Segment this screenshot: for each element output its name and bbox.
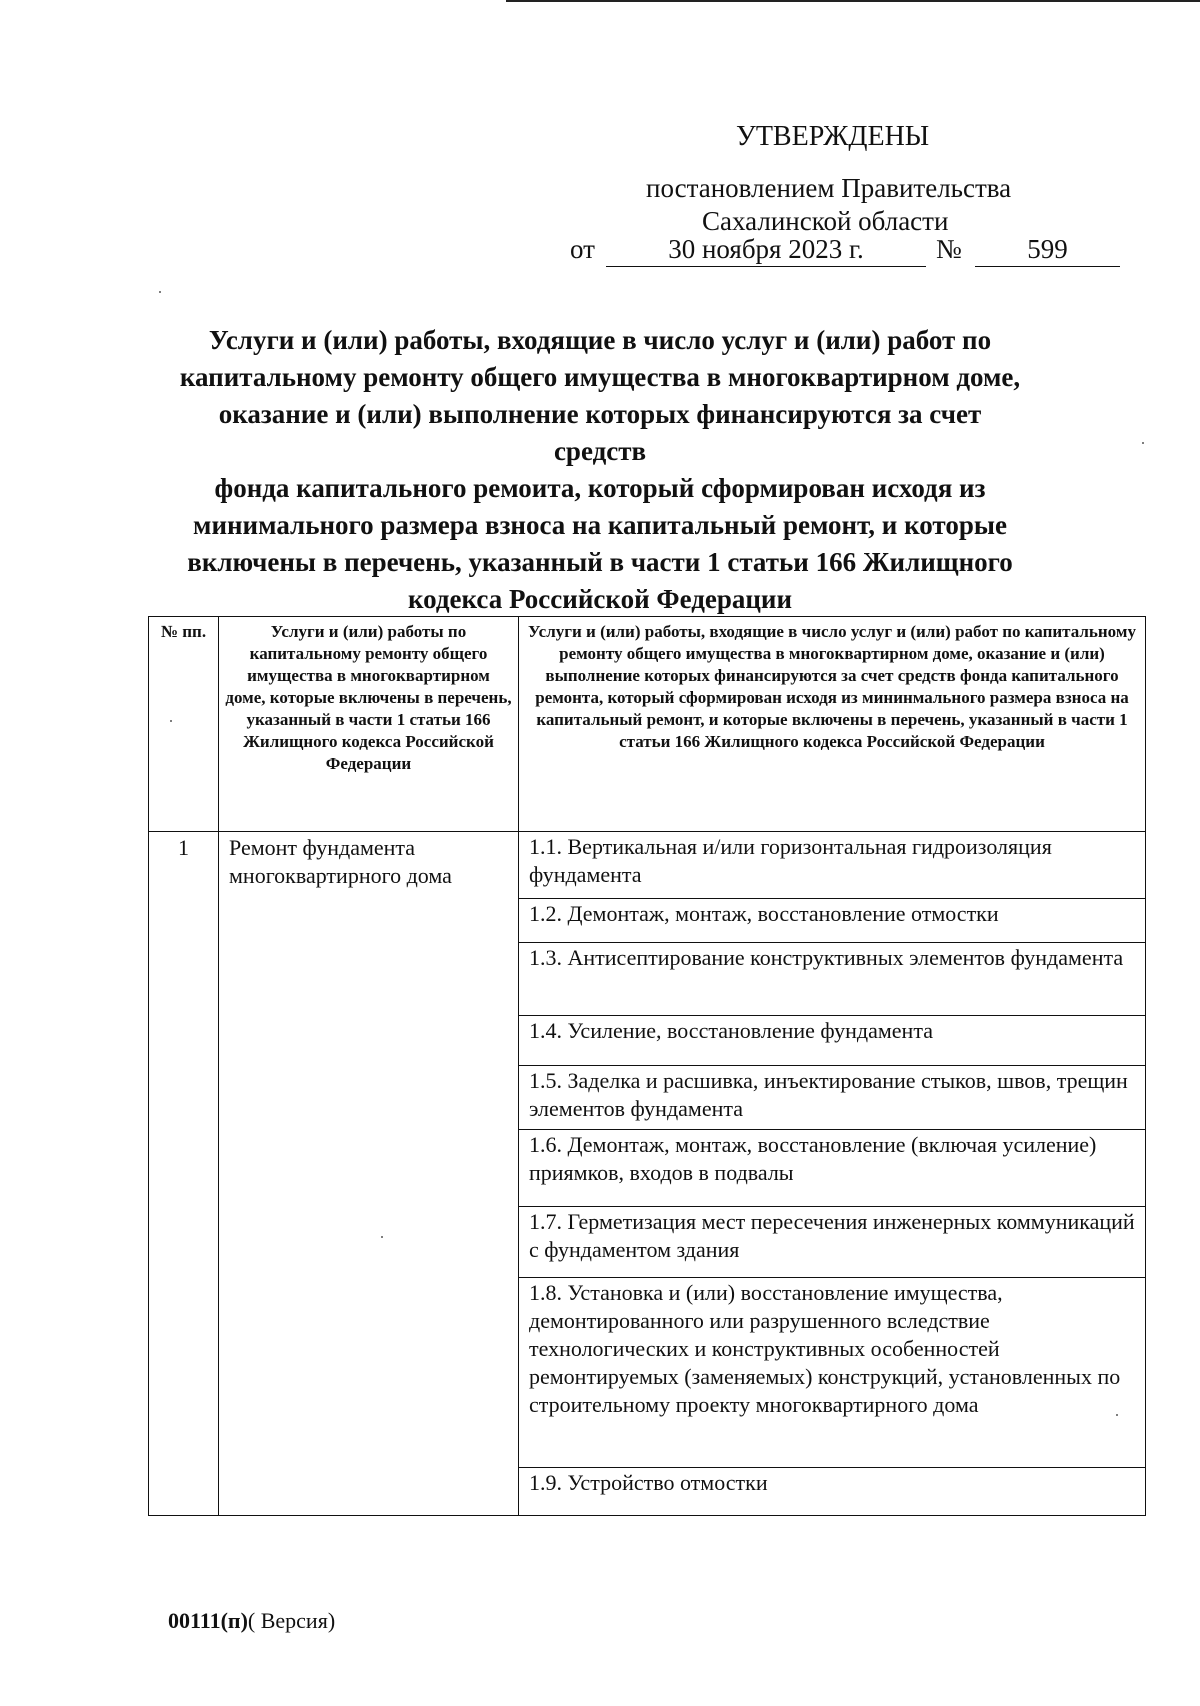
title-line: кодекса Российской Федерации [407, 584, 793, 614]
header-work: Услуги и (или) работы, входящие в число услуг и (или) работ по капитальному ремонту общего имущества в многоквартирном доме, оказание и (или) выполнение которых финансируются за счет средств фонда капитального ремонта, который сформирован исходя из мининмального размера взноса на капитальный ремонт, и которые включены в перечень, указанный в части 1 статьи 166 Жилищного кодекса Российской Федерации [519, 617, 1146, 832]
number-sign: № [936, 234, 962, 264]
footer-code [168, 1608, 335, 1634]
work-item: 1.3. Антисептирование конструктивных элементов фундамента [519, 942, 1145, 1015]
work-item: 1.9. Устройство отмостки [519, 1467, 1145, 1515]
row-service: Ремонт фундамента многоквартирного дома [219, 832, 519, 1516]
scan-speck [1116, 1414, 1118, 1416]
header-service: Услуги и (или) работы по капитальному ремонту общего имущества в многоквартирном доме, которые включены в перечень, указанный в части 1 статьи 166 Жилищного кодекса Российской Федерации [219, 617, 519, 832]
approval-line-1: постановлением Правительства [646, 173, 1012, 203]
row-num: 1 [149, 832, 219, 1516]
work-item: 1.1. Вертикальная и/или горизонтальная гидроизоляция фундамента [529, 834, 1052, 887]
scan-speck [1142, 442, 1144, 444]
approval-line-2: Сахалинской области [702, 206, 949, 236]
work-item: 1.2. Демонтаж, монтаж, восстановление отмостки [519, 898, 1145, 942]
approval-stamp [560, 120, 1120, 238]
scan-edge-line [506, 0, 1200, 2]
scan-speck [170, 720, 172, 722]
scan-speck [381, 1236, 383, 1238]
title-line: минимального размера взноса на капитальный ремонт, и которые [193, 510, 1007, 540]
title-line: капитальному ремонту общего имущества в многоквартирном доме, [179, 362, 1021, 392]
work-item: 1.5. Заделка и расшивка, инъектирование стыков, швов, трещин элементов фундамента [519, 1065, 1145, 1129]
approved-heading: УТВЕРЖДЕНЫ [736, 121, 930, 152]
services-table [148, 616, 1146, 1516]
approval-number: 599 [975, 234, 1120, 267]
title-line: оказание и (или) выполнение которых финансируются за счет средств [218, 399, 982, 466]
title-line: включены в перечень, указанный в части 1 статьи 166 Жилищного [187, 547, 1013, 577]
work-item: 1.4. Усиление, восстановление фундамента [519, 1015, 1145, 1065]
from-label: от [570, 234, 595, 264]
work-item: 1.8. Установка и (или) восстановление имущества, демонтированного или разрушенного вследствие технологических и конструктивных особенностей ремонтируемых (заменяемых) конструкций, установленных по строительному проекту многоквартирного дома [519, 1277, 1145, 1467]
work-item: 1.7. Герметизация мест пересечения инженерных коммуникаций с фундаментом здания [519, 1206, 1145, 1277]
table-row [149, 832, 1146, 1516]
document-version: ( Версия) [247, 1608, 336, 1633]
scan-speck [159, 291, 161, 293]
table-header-row [149, 617, 1146, 832]
document-code: 00111(п) [168, 1608, 248, 1633]
title-line: Услуги и (или) работы, входящие в число услуг и (или) работ по [208, 325, 992, 355]
approval-date-row [570, 234, 1130, 270]
row-work-list [519, 832, 1146, 1516]
header-num: № пп. [149, 617, 219, 832]
title-line: фонда капитального ремоита, который сформирован исходя из [214, 473, 986, 503]
work-item: 1.6. Демонтаж, монтаж, восстановление (включая усиление) приямков, входов в подвалы [519, 1129, 1145, 1206]
document-title [170, 322, 1030, 618]
approval-date: 30 ноября 2023 г. [606, 234, 926, 267]
